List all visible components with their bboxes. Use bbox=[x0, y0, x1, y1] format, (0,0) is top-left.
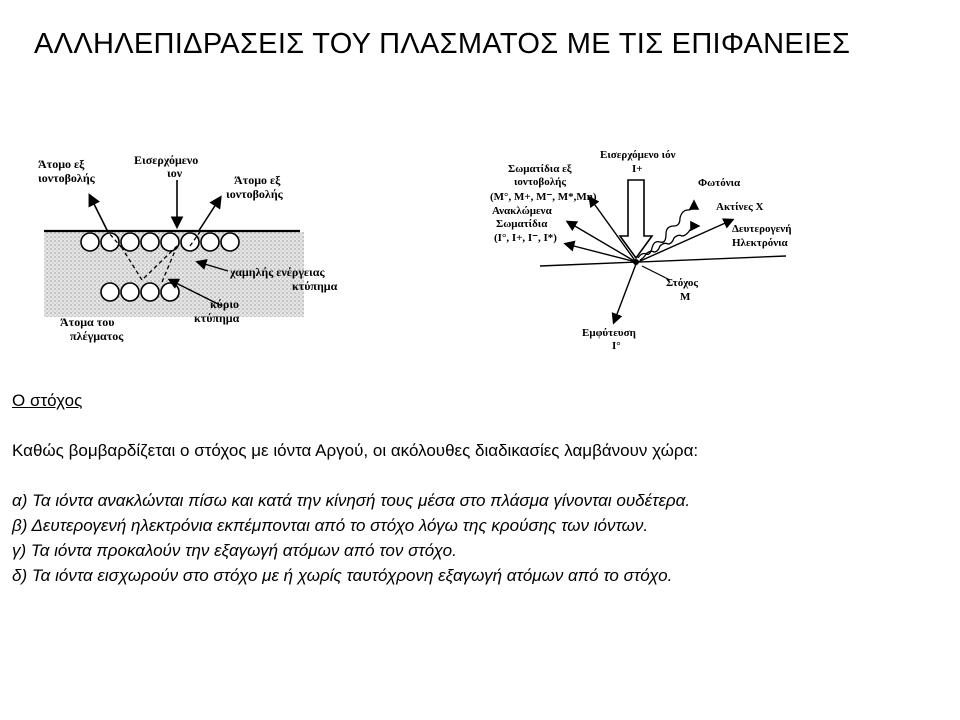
label-sputtered-2: ιοντοβολής bbox=[514, 176, 566, 188]
section-heading: Ο στόχος bbox=[12, 391, 83, 410]
label-lattice-1: Άτομα του bbox=[60, 315, 115, 329]
list-item: α) Τα ιόντα ανακλώνται πίσω και κατά την κίνησή τους μέσα στο πλάσμα γίνονται ουδέτερα. bbox=[12, 491, 691, 510]
label-implant-1: Εμφύτευση bbox=[582, 327, 636, 339]
label-atom-left-2: ιοντοβολής bbox=[38, 171, 95, 185]
label-main-hit-1: κύριο bbox=[210, 297, 240, 311]
list-item: δ) Τα ιόντα εισχωρούν στο στόχο με ή χωρίς ταυτόχρονη εξαγωγή ατόμων από το στόχο. bbox=[12, 566, 673, 585]
label-target-2: M bbox=[680, 291, 691, 303]
label-secondary-1: Δευτερογενή bbox=[732, 223, 792, 235]
intro-paragraph: Καθώς βομβαρδίζεται ο στόχος με ιόντα Αργού, οι ακόλουθες διαδικασίες λαμβάνουν χώρα: bbox=[12, 441, 699, 460]
list-item: γ) Τα ιόντα προκαλούν την εξαγωγή ατόμων από τον στόχο. bbox=[12, 541, 457, 560]
label-sputtered-3: (M°, M+, M⁻, M*,Mn) bbox=[490, 191, 597, 203]
label-main-hit-2: κτύπημα bbox=[194, 311, 240, 325]
sputtered-atom-left-arrow bbox=[90, 196, 108, 232]
implantation-arrow bbox=[614, 264, 636, 322]
label-photons: Φωτόνια bbox=[698, 177, 741, 189]
label-incoming-1: Εισερχόμενο bbox=[134, 153, 199, 167]
target-surface-line bbox=[540, 256, 786, 266]
label-lattice-2: πλέγματος bbox=[70, 329, 124, 343]
label-secondary-2: Ηλεκτρόνια bbox=[732, 237, 788, 249]
list-item: β) Δευτερογενή ηλεκτρόνια εκπέμπονται από το στόχο λόγω της κρούσης των ιόντων. bbox=[12, 516, 649, 535]
label-reflected-3: (I°, I+, I⁻, I*) bbox=[494, 232, 557, 244]
label-atom-right-2: ιοντοβολής bbox=[226, 187, 283, 201]
sputtered-atom-right-arrow bbox=[198, 198, 220, 232]
collision-cascade-diagram bbox=[30, 140, 390, 355]
label-low-energy-1: χαμηλής ενέργειας bbox=[230, 265, 325, 279]
label-sputtered-1: Σωματίδια εξ bbox=[508, 163, 572, 175]
label-xrays: Ακτίνες Χ bbox=[716, 201, 764, 213]
slide-body bbox=[12, 388, 952, 588]
label-incoming-ion-1: Εισερχόμενο ιόν bbox=[600, 149, 676, 161]
xrays-wave bbox=[640, 226, 698, 260]
label-atom-right-1: Άτομο εξ bbox=[234, 173, 281, 187]
label-incoming-2: ιον bbox=[167, 166, 183, 180]
label-atom-left-1: Άτομο εξ bbox=[38, 157, 85, 171]
label-reflected-2: Σωματίδια bbox=[496, 218, 548, 230]
label-incoming-ion-2: I+ bbox=[632, 163, 643, 175]
label-target-1: Στόχος bbox=[666, 277, 699, 289]
ion-surface-interaction-diagram bbox=[470, 140, 810, 355]
secondary-electrons-arrow bbox=[638, 220, 732, 262]
label-reflected-1: Ανακλώμενα bbox=[492, 205, 552, 217]
label-low-energy-2: κτύπημα bbox=[292, 279, 338, 293]
label-implant-2: I° bbox=[612, 340, 621, 352]
slide-title: ΑΛΛΗΛΕΠΙΔΡΑΣΕΙΣ ΤΟΥ ΠΛΑΣΜΑΤΟΣ ΜΕ ΤΙΣ ΕΠΙΦΑΝΕΙΕΣ bbox=[34, 28, 851, 60]
